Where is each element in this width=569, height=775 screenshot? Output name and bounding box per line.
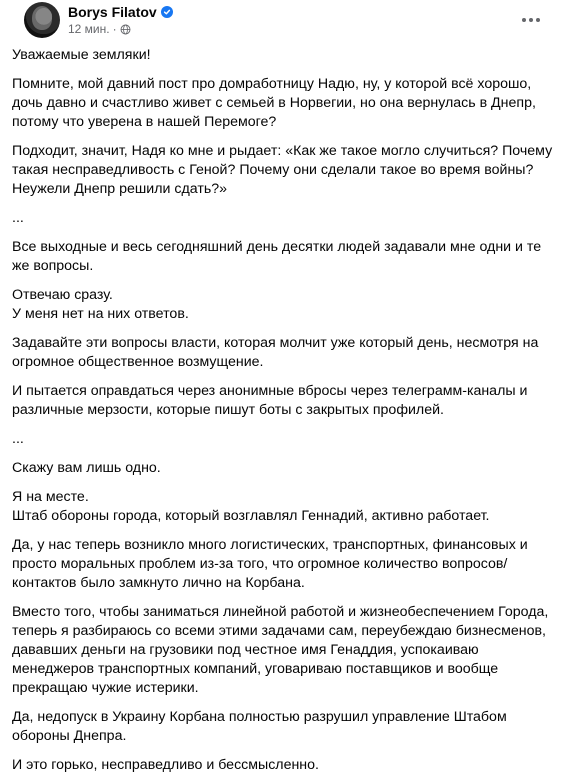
post-paragraph: Да, недопуск в Украину Корбана полностью разрушил управление Штабом обороны Днепра. bbox=[12, 709, 507, 744]
post-paragraph: Скажу вам лишь одно. bbox=[12, 460, 161, 476]
post-paragraph: ... bbox=[12, 431, 24, 447]
meta-separator: · bbox=[112, 22, 117, 36]
globe-icon[interactable] bbox=[120, 24, 131, 35]
post-body bbox=[12, 40, 557, 775]
post-paragraph: Да, у нас теперь возникло много логистических, транспортных, финансовых и просто моральных проблем из-за того, что огромное количество вопросов/контактов было замкнуто лично на Корбана. bbox=[12, 537, 528, 591]
post-paragraph: И это горько, несправедливо и бессмысленно. bbox=[12, 757, 319, 773]
post-paragraph: ... bbox=[12, 210, 24, 226]
more-options-icon[interactable] bbox=[517, 6, 545, 34]
post-header bbox=[12, 0, 557, 40]
post-paragraph: Отвечаю сразу. У меня нет на них ответов. bbox=[12, 287, 189, 322]
post-paragraph: Подходит, значит, Надя ко мне и рыдает: «Как же такое могло случиться? Почему такая несправедливость с Геной? Почему они сделали такое во время войны? Неужели Днепр решили сдать?» bbox=[12, 143, 553, 197]
post-paragraph: Я на месте. Штаб обороны города, который возглавлял Геннадий, активно работает. bbox=[12, 489, 490, 524]
post-paragraph: И пытается оправдаться через анонимные вбросы через телеграмм-каналы и различные мерзости, которые пишут боты с закрытых профилей. bbox=[12, 383, 528, 418]
post-paragraph: Помните, мой давний пост про домработницу Надю, ну, у которой всё хорошо, дочь давно и счастливо живет с семьей в Норвегии, но она вернулась в Днепр, потому что уверена в нашей Перемоге? bbox=[12, 76, 536, 130]
author-avatar[interactable] bbox=[24, 2, 60, 38]
verified-badge-icon bbox=[161, 6, 173, 18]
post-meta bbox=[68, 22, 131, 36]
post-timestamp[interactable]: 12 мин. bbox=[68, 22, 110, 36]
post-paragraph: Вместо того, чтобы заниматься линейной работой и жизнеобеспечением Города, теперь я разбираюсь со всеми этими задачами сам, переубеждаю бизнесменов, дававших деньги на грузовики под честное имя Генаддия, успокаиваю менеджеров транспортных компаний, уговариваю поставщиков и вообще прекращаю чужие истерики. bbox=[12, 604, 549, 696]
post-paragraph: Уважаемые земляки! bbox=[12, 47, 151, 63]
author-row bbox=[68, 4, 173, 20]
post-paragraph: Все выходные и весь сегодняшний день десятки людей задавали мне одни и те же вопросы. bbox=[12, 239, 542, 274]
post-paragraph: Задавайте эти вопросы власти, которая молчит уже который день, несмотря на огромное общественное возмущение. bbox=[12, 335, 539, 370]
author-name[interactable]: Borys Filatov bbox=[68, 4, 157, 20]
